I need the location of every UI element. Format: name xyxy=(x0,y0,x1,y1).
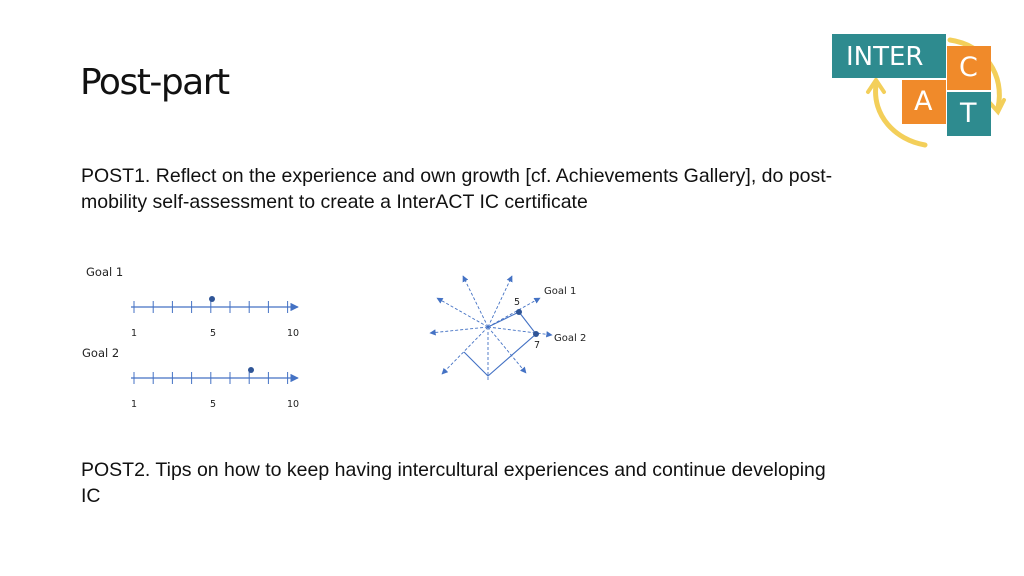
logo-c-text: C xyxy=(959,52,978,83)
number-line-goal2 xyxy=(131,367,298,384)
logo-t-text: T xyxy=(960,98,977,129)
post2-text: POST2. Tips on how to keep having intercultural experiences and continue developing IC xyxy=(81,459,826,507)
logo-t-block xyxy=(947,92,991,136)
goal1-score-dot xyxy=(209,296,215,302)
scale2-tick-5: 5 xyxy=(210,399,217,410)
radar-goal1-value: 5 xyxy=(514,297,521,308)
logo-c-block xyxy=(947,46,991,90)
scale-goal1-label: Goal 1 xyxy=(86,265,124,279)
logo-a-text: A xyxy=(914,86,933,117)
logo-inter-text: INTER xyxy=(846,42,924,72)
scale-goal2-label: Goal 2 xyxy=(82,346,120,360)
scale2-tick-1: 1 xyxy=(131,399,138,410)
post1-text: POST1. Reflect on the experience and own growth [cf. Achievements Gallery], do post-mobility self-assessment to create a InterACT IC certificate xyxy=(81,165,833,213)
radar-goal2-dot xyxy=(533,331,539,337)
radar-goal1-label: Goal 1 xyxy=(544,286,577,297)
radar-goal2-value: 7 xyxy=(534,340,541,351)
number-line-goal1 xyxy=(131,296,298,313)
logo-inter-block xyxy=(832,34,946,78)
radar-goal1-dot xyxy=(516,309,522,315)
slide-title: Post-part xyxy=(80,62,229,103)
goal2-score-dot xyxy=(248,367,254,373)
radar-goal2-label: Goal 2 xyxy=(554,333,587,344)
scale2-tick-10: 10 xyxy=(287,399,300,410)
logo-a-block xyxy=(902,80,946,124)
scale1-tick-5: 5 xyxy=(210,328,217,339)
scale1-tick-1: 1 xyxy=(131,328,138,339)
scale1-tick-10: 10 xyxy=(287,328,300,339)
radar-diagram xyxy=(430,276,552,381)
